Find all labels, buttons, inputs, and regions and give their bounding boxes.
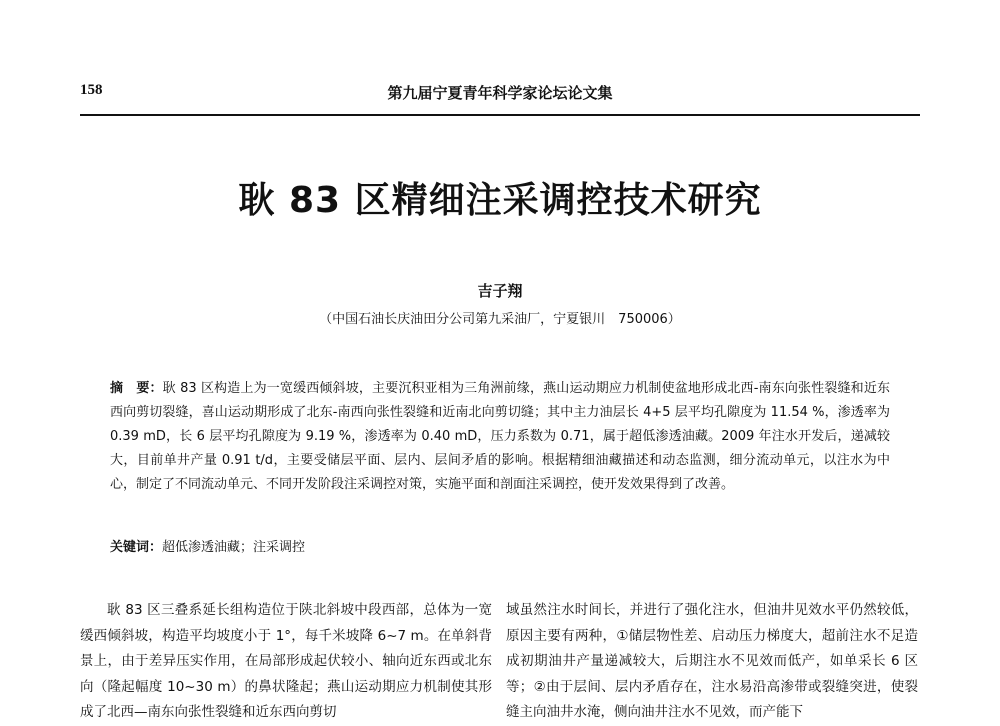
- author-name: 吉子翔: [477, 282, 523, 300]
- header-rule: [80, 114, 920, 116]
- abstract-text: 耿 83 区构造上为一宽缓西倾斜坡，主要沉积亚相为三角洲前缘，燕山运动期应力机制使盆地形成北西-南东向张性裂缝和近东西向剪切裂缝，喜山运动期形成了北东-南西向张性裂缝和近南北向剪切缝；其中主力油层长 4+5 层平均孔隙度为 11.54 %，渗透率为 0.39 mD，长 6 层平均孔隙度为 9.19 %，渗透率为 0.40 mD，压力系数为 0.71，属于超低渗透油藏。2009 年注水开发后，递减较大，目前单井产量 0.91 t/d，主要受储层平面、层内、层间矛盾的影响。根据精细油藏描述和动态监测，细分流动单元，以注水为中心，制定了不同流动单元、不同开发阶段注采调控对策，实施平面和剖面注采调控，使开发效果得到了改善。: [110, 381, 890, 492]
- keywords: [110, 536, 890, 560]
- paper-title: 耿 83 区精细注采调控技术研究: [238, 180, 762, 221]
- page-number: 158: [80, 82, 103, 98]
- keywords-text: 超低渗透油藏；注采调控: [162, 540, 306, 555]
- keywords-label: 关键词：: [110, 540, 163, 555]
- running-title: 第九届宁夏青年科学家论坛论文集: [387, 84, 613, 102]
- body-right-column: 域虽然注水时间长，并进行了强化注水，但油井见效水平仍然较低，原因主要有两种，①储层物性差、启动压力梯度大，超前注水不足造成初期油井产量递减较大，后期注水不见效而低产，如单采长 6 区等；②由于层间、层内矛盾存在，注水易沿高渗带或裂缝突进，使裂缝主向油井水淹，侧向油井注水不见效，而产能下: [506, 602, 918, 720]
- abstract: [110, 377, 890, 497]
- abstract-label: 摘 要：: [110, 381, 163, 396]
- author-affiliation: （中国石油长庆油田分公司第九采油厂，宁夏银川 750006）: [319, 312, 681, 327]
- body-left-column: 耿 83 区三叠系延长组构造位于陕北斜坡中段西部，总体为一宽缓西倾斜坡，构造平均坡度小于 1°，每千米坡降 6~7 m。在单斜背景上，由于差异压实作用，在局部形成起伏较小、轴向近东西或北东向（隆起幅度 10~30 m）的鼻状隆起；燕山运动期应力机制使其形成了北西—南东向张性裂缝和近东西向剪切: [80, 602, 492, 720]
